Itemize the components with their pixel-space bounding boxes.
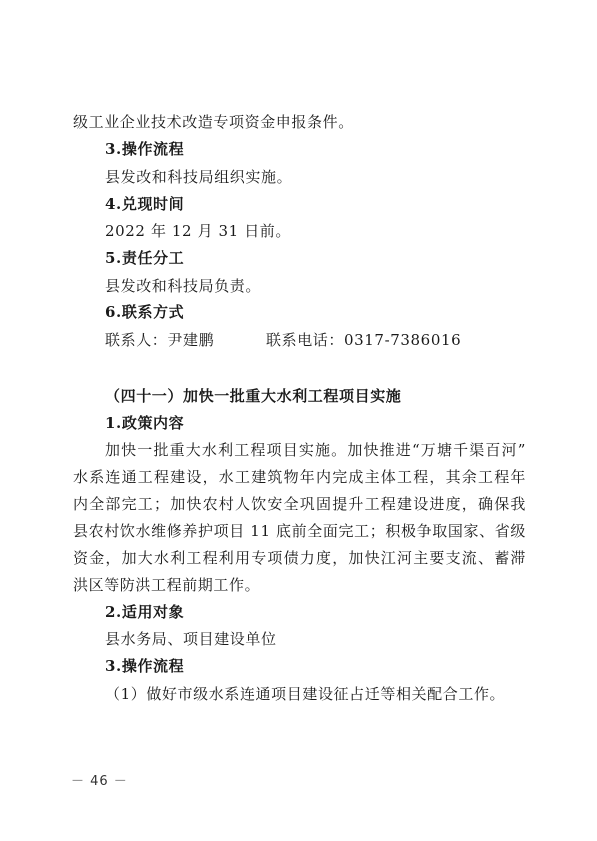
policy-text-line: 内全部完工；加快农村人饮安全巩固提升工程建设进度，确保我: [73, 495, 526, 513]
heading-contact: 6.联系方式: [105, 303, 185, 321]
heading-operation-process: 3.操作流程: [105, 140, 185, 158]
responsibility-text: 县发改和科技局负责。: [105, 277, 262, 295]
operation-step-text: （1）做好市级水系连通项目建设征占迁等相关配合工作。: [105, 685, 506, 703]
heading-applicable-objects: 2.适用对象: [105, 603, 185, 621]
heading-responsibility: 5.责任分工: [105, 249, 185, 267]
contact-phone: 联系电话：0317-7386016: [266, 331, 462, 349]
policy-text-line: 洪区等防洪工程前期工作。: [73, 576, 261, 594]
applicable-objects-text: 县水务局、项目建设单位: [105, 630, 277, 648]
policy-text-line: 资金，加大水利工程利用专项债力度，加快江河主要支流、蓄滞: [73, 549, 526, 567]
section-title: （四十一）加快一批重大水利工程项目实施: [105, 387, 402, 405]
operation-process-text: 县发改和科技局组织实施。: [105, 168, 293, 186]
payment-time-text: 2022 年 12 月 31 日前。: [105, 222, 291, 240]
policy-text-line: 水系连通工程建设，水工建筑物年内完成主体工程，其余工程年: [73, 468, 526, 486]
policy-text-line: 县农村饮水维修养护项目 11 底前全面完工；积极争取国家、省级: [73, 522, 526, 540]
heading-payment-time: 4.兑现时间: [105, 195, 185, 213]
heading-operation-process-2: 3.操作流程: [105, 657, 185, 675]
heading-policy-content: 1.政策内容: [105, 414, 185, 432]
contact-person: 联系人：尹建鹏: [105, 331, 215, 349]
policy-text-line: 加快一批重大水利工程项目实施。加快推进“万塘千渠百河”: [105, 441, 526, 459]
intro-text-line: 级工业企业技术改造专项资金申报条件。: [73, 113, 354, 131]
page-number: － 46 －: [71, 774, 128, 789]
